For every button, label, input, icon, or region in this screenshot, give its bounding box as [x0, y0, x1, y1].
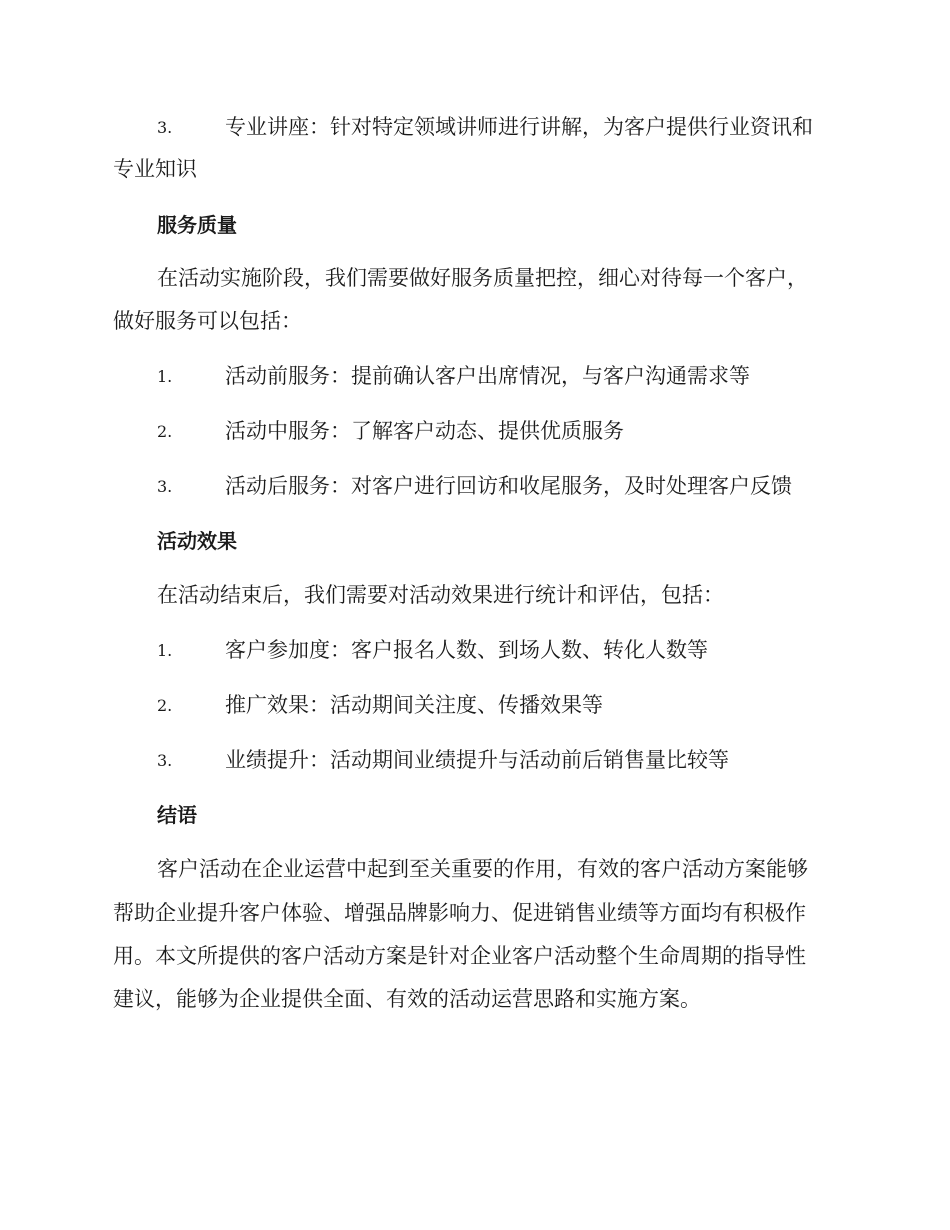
paragraph-line: 建议，能够为企业提供全面、有效的活动运营思路和实施方案。 [113, 987, 701, 1011]
section-heading-conclusion: 结语 [157, 803, 197, 827]
list-number: 1. [157, 641, 173, 660]
section-heading-service-quality: 服务质量 [157, 213, 237, 237]
section-heading-activity-effect: 活动效果 [157, 529, 237, 553]
paragraph-line: 帮助企业提升客户体验、增强品牌影响力、促进销售业绩等方面均有积极作 [113, 901, 806, 925]
list-number: 2. [157, 422, 173, 441]
list-number: 3. [157, 118, 173, 137]
paragraph-line: 用。本文所提供的客户活动方案是针对企业客户活动整个生命周期的指导性 [113, 944, 806, 968]
list-item-text: 活动中服务：了解客户动态、提供优质服务 [225, 419, 624, 443]
paragraph-line: 在活动结束后，我们需要对活动效果进行统计和评估，包括： [157, 583, 724, 607]
list-item-text: 活动前服务：提前确认客户出席情况，与客户沟通需求等 [225, 364, 750, 388]
list-item-text: 业绩提升：活动期间业绩提升与活动前后销售量比较等 [225, 748, 729, 772]
list-number: 3. [157, 751, 173, 770]
paragraph-line: 在活动实施阶段，我们需要做好服务质量把控，细心对待每一个客户， [157, 266, 808, 290]
list-item-text-continued: 专业知识 [113, 157, 197, 181]
paragraph-line: 客户活动在企业运营中起到至关重要的作用，有效的客户活动方案能够 [157, 857, 808, 881]
list-number: 1. [157, 367, 173, 386]
list-number: 2. [157, 696, 173, 715]
list-item-text: 客户参加度：客户报名人数、到场人数、转化人数等 [225, 638, 708, 662]
list-item-text: 活动后服务：对客户进行回访和收尾服务，及时处理客户反馈 [225, 474, 792, 498]
list-number: 3. [157, 477, 173, 496]
list-item-text: 专业讲座：针对特定领域讲师进行讲解，为客户提供行业资讯和 [225, 115, 813, 139]
list-item-text: 推广效果：活动期间关注度、传播效果等 [225, 693, 603, 717]
paragraph-line: 做好服务可以包括： [113, 309, 302, 333]
